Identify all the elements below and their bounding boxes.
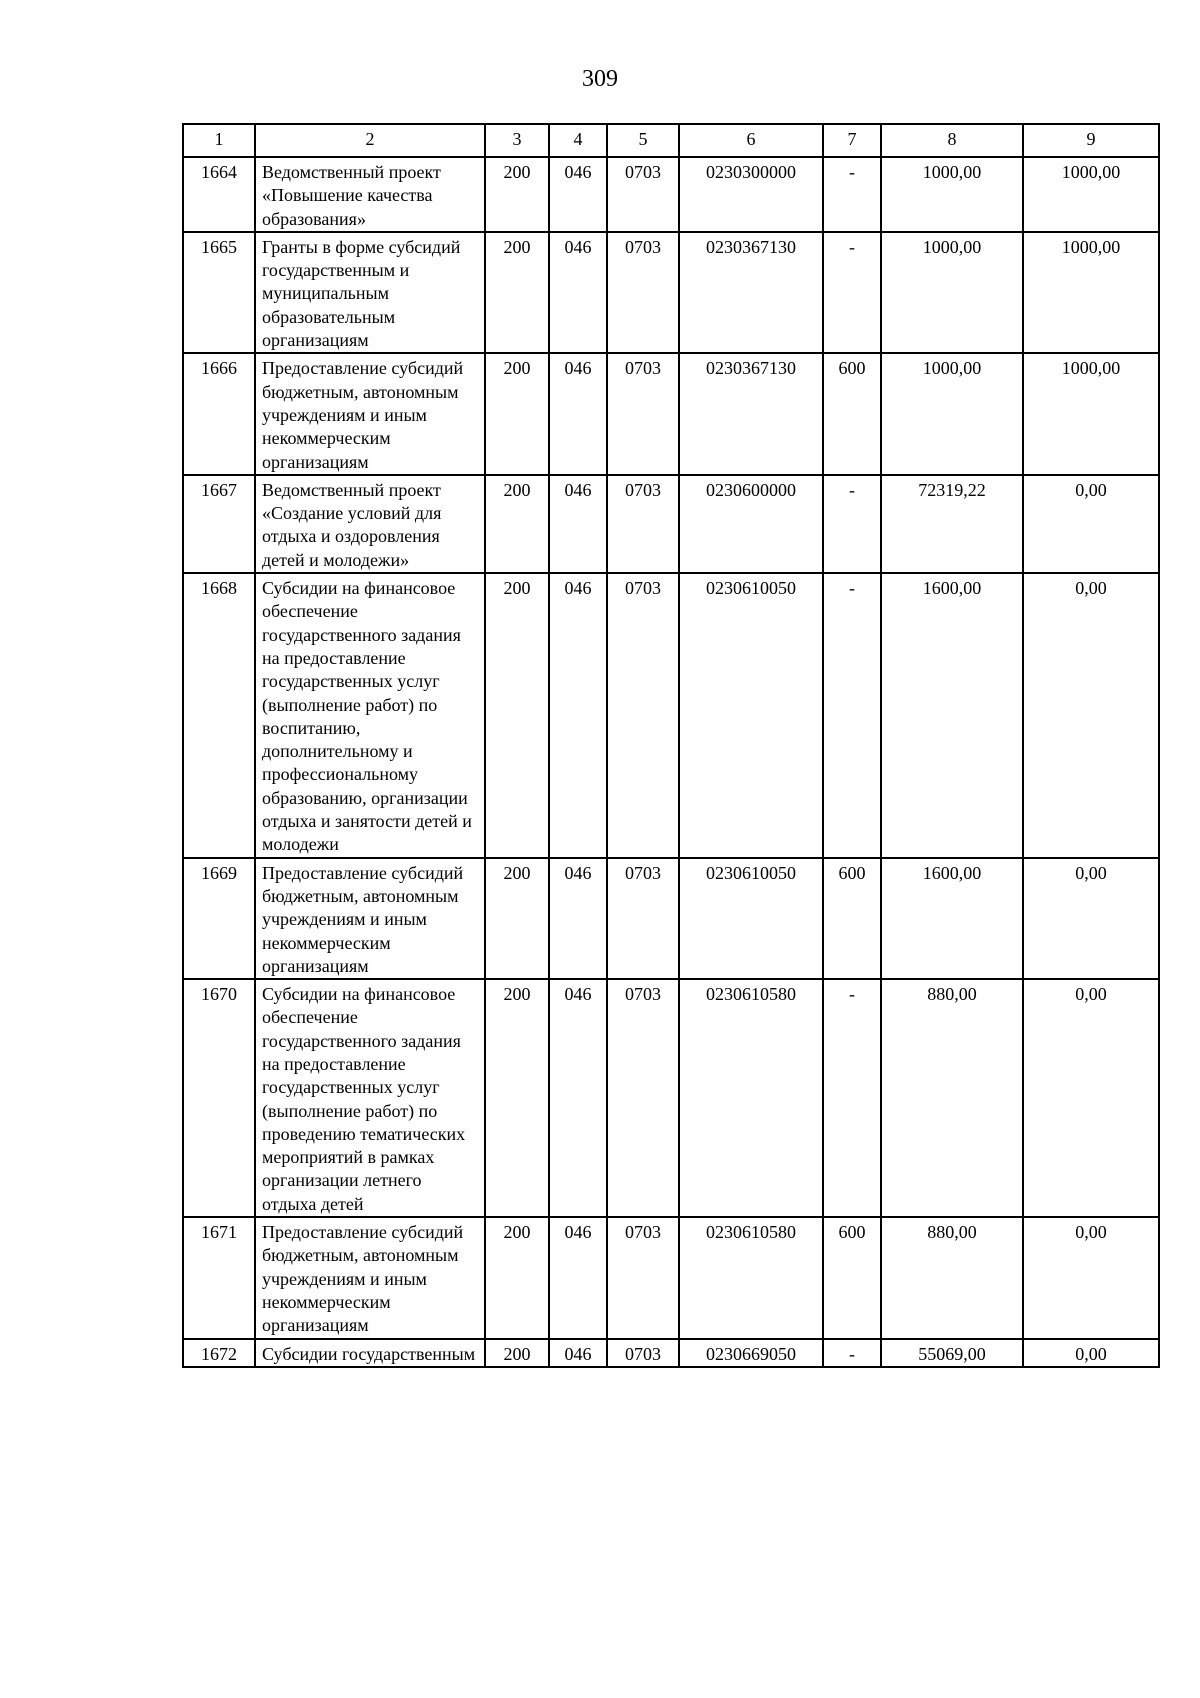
cell-col6: 0230367130 — [679, 353, 823, 474]
cell-col9: 1000,00 — [1023, 232, 1159, 353]
row-number: 1666 — [183, 353, 255, 474]
cell-col7: 600 — [823, 1217, 881, 1338]
row-name: Субсидии на финансовое обеспечение государственного задания на предоставление государственных услуг (выполнение работ) по проведению тематических мероприятий в рамках организации летнего отдыха детей — [255, 979, 485, 1217]
cell-col6: 0230610050 — [679, 573, 823, 858]
cell-col4: 046 — [549, 475, 607, 573]
column-header: 7 — [823, 124, 881, 157]
cell-col4: 046 — [549, 157, 607, 232]
cell-col5: 0703 — [607, 1339, 679, 1367]
cell-col6: 0230669050 — [679, 1339, 823, 1367]
table-row — [183, 1339, 1159, 1367]
row-name: Субсидии государственным — [255, 1339, 485, 1367]
cell-col7: - — [823, 232, 881, 353]
cell-col3: 200 — [485, 232, 549, 353]
table-row — [183, 573, 1159, 858]
row-number: 1665 — [183, 232, 255, 353]
cell-col7: 600 — [823, 353, 881, 474]
cell-col3: 200 — [485, 858, 549, 979]
row-name: Ведомственный проект «Создание условий для отдыха и оздоровления детей и молодежи» — [255, 475, 485, 573]
cell-col5: 0703 — [607, 979, 679, 1217]
cell-col4: 046 — [549, 858, 607, 979]
cell-col9: 0,00 — [1023, 858, 1159, 979]
header-row — [183, 124, 1159, 157]
row-number: 1668 — [183, 573, 255, 858]
table-row — [183, 858, 1159, 979]
cell-col6: 0230367130 — [679, 232, 823, 353]
table-row — [183, 979, 1159, 1217]
cell-col6: 0230610580 — [679, 979, 823, 1217]
column-header: 3 — [485, 124, 549, 157]
cell-col7: - — [823, 475, 881, 573]
column-header: 2 — [255, 124, 485, 157]
cell-col3: 200 — [485, 979, 549, 1217]
column-header: 1 — [183, 124, 255, 157]
cell-col9: 0,00 — [1023, 475, 1159, 573]
cell-col9: 0,00 — [1023, 573, 1159, 858]
cell-col4: 046 — [549, 1339, 607, 1367]
budget-table — [182, 123, 1160, 1368]
cell-col8: 1600,00 — [881, 573, 1023, 858]
cell-col7: - — [823, 157, 881, 232]
row-name: Предоставление субсидий бюджетным, автономным учреждениям и иным некоммерческим организациям — [255, 858, 485, 979]
cell-col7: - — [823, 573, 881, 858]
cell-col4: 046 — [549, 573, 607, 858]
cell-col9: 0,00 — [1023, 979, 1159, 1217]
cell-col3: 200 — [485, 353, 549, 474]
cell-col9: 1000,00 — [1023, 353, 1159, 474]
column-header: 9 — [1023, 124, 1159, 157]
row-number: 1669 — [183, 858, 255, 979]
cell-col8: 1000,00 — [881, 353, 1023, 474]
cell-col9: 0,00 — [1023, 1339, 1159, 1367]
cell-col5: 0703 — [607, 353, 679, 474]
row-name: Предоставление субсидий бюджетным, автономным учреждениям и иным некоммерческим организациям — [255, 353, 485, 474]
row-number: 1664 — [183, 157, 255, 232]
cell-col8: 55069,00 — [881, 1339, 1023, 1367]
table-row — [183, 157, 1159, 232]
cell-col5: 0703 — [607, 1217, 679, 1338]
cell-col8: 880,00 — [881, 979, 1023, 1217]
row-number: 1670 — [183, 979, 255, 1217]
row-number: 1672 — [183, 1339, 255, 1367]
cell-col3: 200 — [485, 157, 549, 232]
cell-col3: 200 — [485, 475, 549, 573]
cell-col5: 0703 — [607, 157, 679, 232]
table-row — [183, 1217, 1159, 1338]
cell-col8: 880,00 — [881, 1217, 1023, 1338]
cell-col4: 046 — [549, 1217, 607, 1338]
cell-col3: 200 — [485, 1339, 549, 1367]
table-row — [183, 353, 1159, 474]
cell-col8: 1000,00 — [881, 157, 1023, 232]
cell-col4: 046 — [549, 979, 607, 1217]
cell-col4: 046 — [549, 232, 607, 353]
cell-col7: - — [823, 979, 881, 1217]
cell-col8: 72319,22 — [881, 475, 1023, 573]
column-header: 6 — [679, 124, 823, 157]
cell-col8: 1000,00 — [881, 232, 1023, 353]
row-name: Гранты в форме субсидий государственным и муниципальным образовательным организациям — [255, 232, 485, 353]
cell-col6: 0230610050 — [679, 858, 823, 979]
table-row — [183, 475, 1159, 573]
cell-col6: 0230610580 — [679, 1217, 823, 1338]
row-name: Субсидии на финансовое обеспечение государственного задания на предоставление государственных услуг (выполнение работ) по воспитанию, дополнительному и профессиональному образованию, организации отдыха и занятости детей и молодежи — [255, 573, 485, 858]
cell-col6: 0230300000 — [679, 157, 823, 232]
cell-col4: 046 — [549, 353, 607, 474]
page-number: 309 — [582, 66, 618, 92]
cell-col5: 0703 — [607, 858, 679, 979]
row-number: 1671 — [183, 1217, 255, 1338]
cell-col5: 0703 — [607, 475, 679, 573]
cell-col3: 200 — [485, 1217, 549, 1338]
row-name: Предоставление субсидий бюджетным, автономным учреждениям и иным некоммерческим организациям — [255, 1217, 485, 1338]
column-header: 5 — [607, 124, 679, 157]
cell-col5: 0703 — [607, 232, 679, 353]
column-header: 4 — [549, 124, 607, 157]
cell-col6: 0230600000 — [679, 475, 823, 573]
cell-col9: 1000,00 — [1023, 157, 1159, 232]
cell-col3: 200 — [485, 573, 549, 858]
row-name: Ведомственный проект «Повышение качества образования» — [255, 157, 485, 232]
cell-col7: - — [823, 1339, 881, 1367]
table-row — [183, 232, 1159, 353]
cell-col8: 1600,00 — [881, 858, 1023, 979]
cell-col7: 600 — [823, 858, 881, 979]
cell-col5: 0703 — [607, 573, 679, 858]
cell-col9: 0,00 — [1023, 1217, 1159, 1338]
row-number: 1667 — [183, 475, 255, 573]
column-header: 8 — [881, 124, 1023, 157]
